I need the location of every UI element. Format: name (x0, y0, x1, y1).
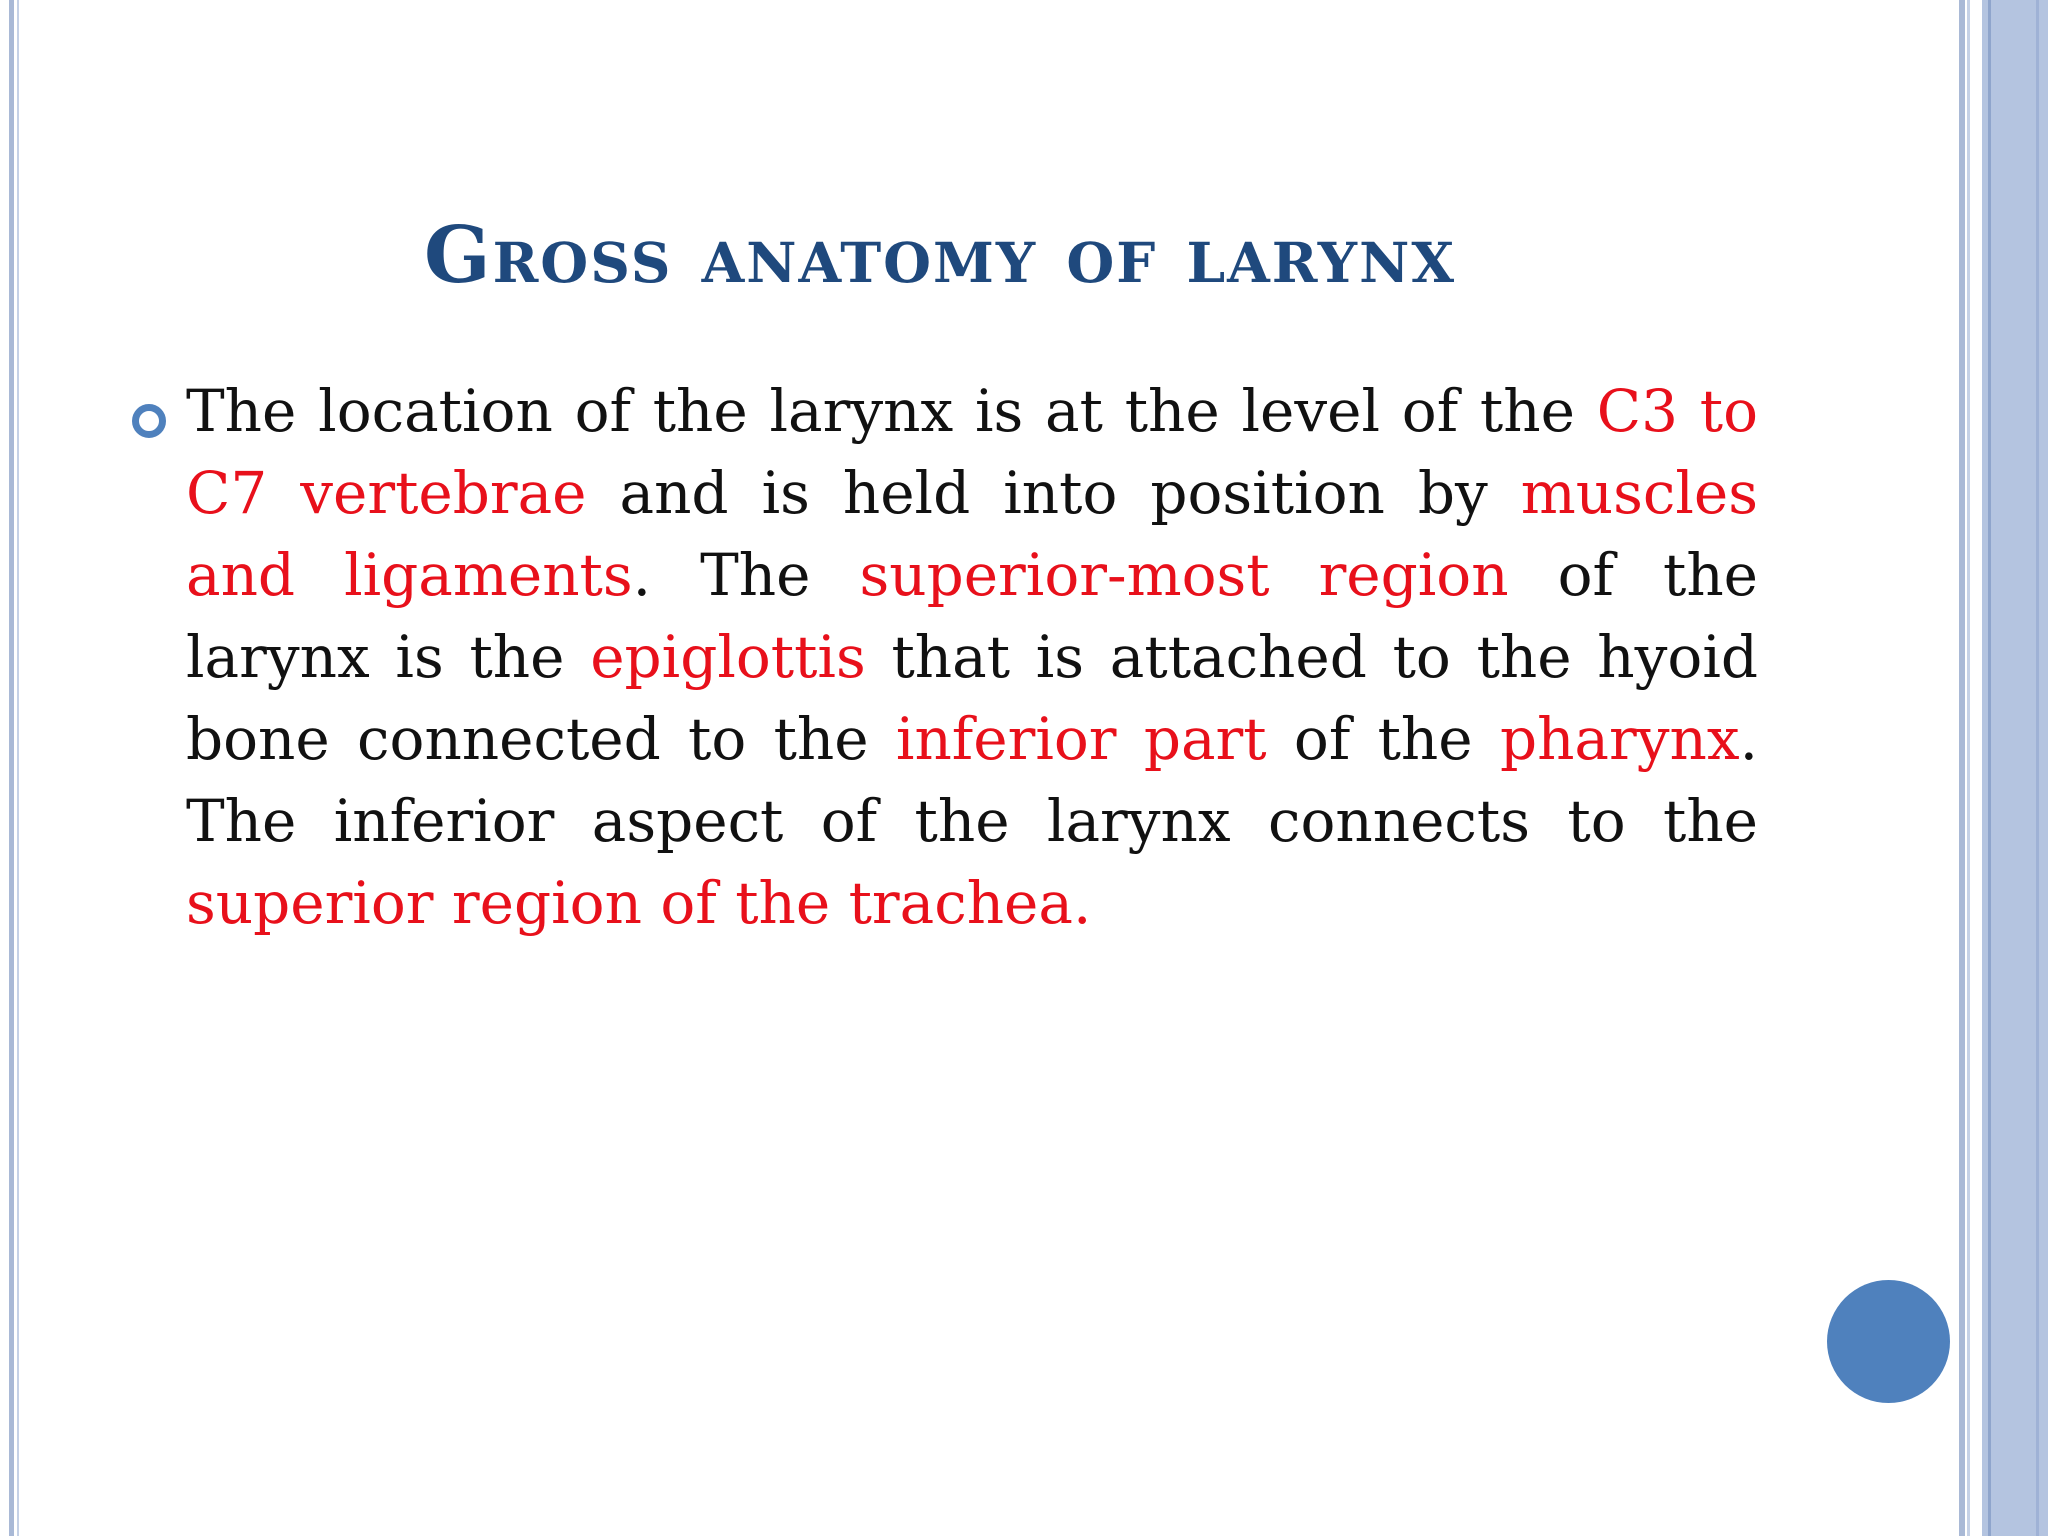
right-border-line-inner (1967, 0, 1970, 1536)
body-text: The location of the larynx is at the level of the (186, 377, 1597, 445)
highlight-text: C3 to C7 vertebrae (186, 377, 1758, 527)
body-text: and is held into position by (586, 459, 1521, 527)
highlight-text: muscles and ligaments (186, 459, 1759, 609)
body-text: of the larynx is the (186, 541, 1759, 691)
slide-title: Gross anatomy of larynx (423, 210, 1457, 301)
hollow-circle-bullet-icon (132, 404, 166, 438)
highlight-text: pharynx (1499, 705, 1740, 773)
highlight-text: inferior part (895, 705, 1267, 773)
highlight-text: superior-most region (859, 541, 1509, 609)
blue-circle-icon (1827, 1280, 1950, 1403)
right-border-line (1959, 0, 1965, 1536)
right-band-stripe (1988, 0, 1991, 1536)
body-text: that is attached to the hyoid bone connected to the (186, 623, 1759, 773)
right-band-stripe-2 (2036, 0, 2039, 1536)
bullet-paragraph (186, 370, 1758, 944)
body-text: . The inferior aspect of the larynx connects to the (186, 705, 1758, 855)
body-text: . The (632, 541, 860, 609)
highlight-text: superior region of the trachea. (186, 869, 1092, 937)
body-text: of the (1266, 705, 1500, 773)
highlight-text: epiglottis (590, 623, 866, 691)
